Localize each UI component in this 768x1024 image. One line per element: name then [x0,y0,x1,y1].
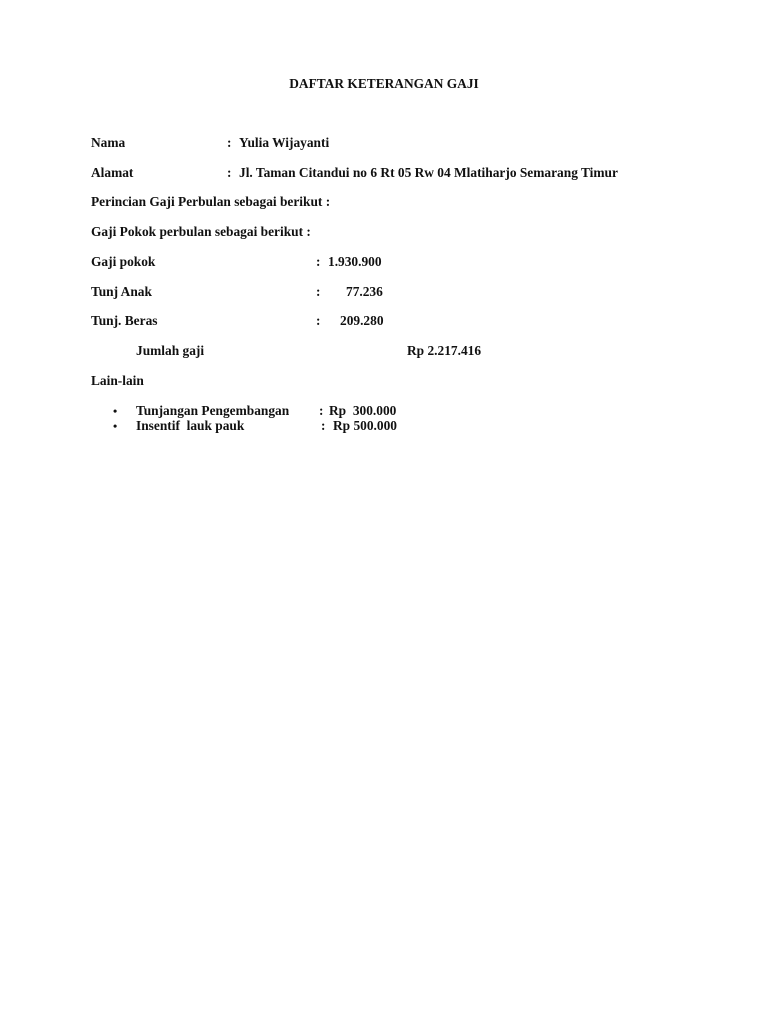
lain-item-label: Insentif lauk pauk [136,418,245,433]
alamat-label: Alamat [91,165,134,180]
alamat-value: Jl. Taman Citandui no 6 Rt 05 Rw 04 Mlatiharjo Semarang Timur [239,165,618,180]
document-title: DAFTAR KETERANGAN GAJI [289,76,479,91]
bullet-icon: • [113,404,118,418]
nama-colon: : [227,135,232,150]
alamat-colon: : [227,165,232,180]
lain-item-value: Rp 300.000 [329,403,397,418]
nama-value: Yulia Wijayanti [239,135,330,150]
lain-lain-heading: Lain-lain [91,373,144,388]
total-value: Rp 2.217.416 [407,343,482,358]
salary-colon: : [316,313,321,328]
bullet-icon: • [113,419,118,433]
gaji-pokok-heading: Gaji Pokok perbulan sebagai berikut : [91,224,311,239]
salary-value-tunj-beras: 209.280 [340,313,384,328]
salary-value-gaji-pokok: 1.930.900 [328,254,382,269]
salary-label-gaji-pokok: Gaji pokok [91,254,156,269]
salary-colon: : [316,254,321,269]
salary-value-tunj-anak: 77.236 [346,284,383,299]
nama-label: Nama [91,135,126,150]
lain-item-colon: : [321,418,326,433]
lain-item-label: Tunjangan Pengembangan [136,403,290,418]
salary-label-tunj-beras: Tunj. Beras [91,313,158,328]
perincian-heading: Perincian Gaji Perbulan sebagai berikut : [91,194,331,209]
salary-label-tunj-anak: Tunj Anak [91,284,152,299]
lain-item-colon: : [319,403,324,418]
lain-item-value: Rp 500.000 [333,418,397,433]
total-label: Jumlah gaji [136,343,205,358]
salary-colon: : [316,284,321,299]
